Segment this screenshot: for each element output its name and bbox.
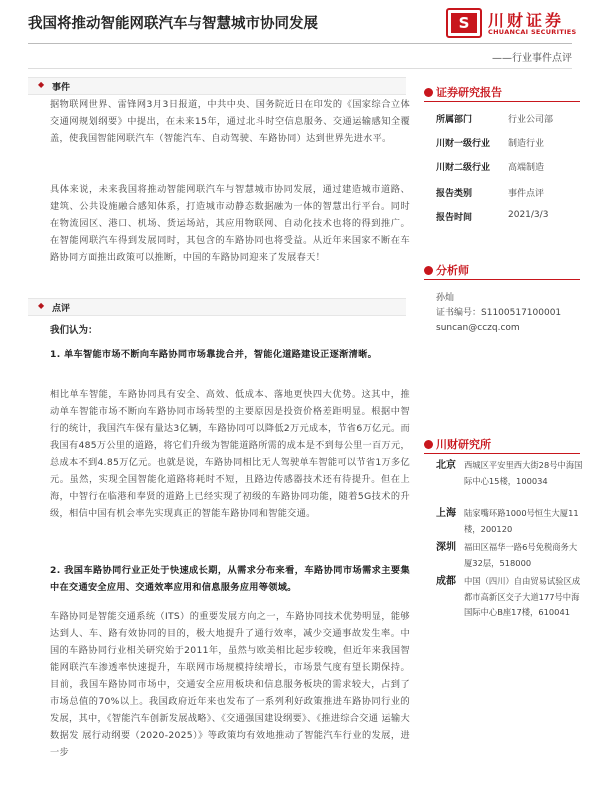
office-address: 中国（四川）自由贸易试验区成都市高新区交子大道177号中海国际中心B座17楼，610041 [464,576,581,617]
header-divider [28,43,572,44]
svg-text:S: S [458,14,470,32]
info-key: 报告时间 [436,213,473,223]
comment-paragraph-2: 车路协同是智能交通系统（ITS）的重要发展方向之一，车路协同技术优势明显，能够达到人、车、路有效协同的目的，极大地提升了通行效率，减少交通事故发生率。中国的车路协同行业相关研究始于2011年，虽然与欧美相比起步较晚，但近年来我国智能网联汽车渗透率快速提升，车联网市场规模持续增长，市场景气度有望长期保持。目前，我国车路协同市场中，交通安全应用板块和信息服务板块的需求较大，占到了市场总值的70%以上。我国政府近年来也发布了一系列利好政策推进车路协同行业的发展，其中，《智能汽车创新发展战略》、《交通强国建设纲要》、《推进综合交通 运输大数据发 展行动纲要（2020-2025）》等政策均有效地推动了智能汽车行业的发展，进一步 [50,611,410,758]
diamond-icon: ◆ [38,80,45,89]
logo-name-en: CHUANCAI SECURITIES [488,28,577,36]
office-city: 深圳 [436,542,456,553]
comment-heading-1: 1. 单车智能市场不断向车路协同市场靠拢合并，智能化道路建设正逐渐清晰。 [50,349,378,360]
section-header-comment: ◆ 点评 [28,298,406,316]
analyst-cert: 证书编号：S1100517100001 [436,308,562,318]
comment-lead: 我们认为： [50,325,98,336]
diamond-icon: ◆ [38,301,45,310]
sidebar-divider [424,279,580,280]
bullet-icon [424,88,433,97]
bullet-icon [424,266,433,275]
office-city: 成都 [436,576,456,587]
sidebar-report-heading: 证券研究报告 [424,84,502,100]
office-address: 西城区平安里西大街28号中海国际中心15楼，100034 [464,460,583,486]
info-key: 报告类别 [436,189,473,199]
info-key: 所属部门 [436,115,473,125]
report-subtitle: ——行业事件点评 [492,53,572,64]
info-key: 川财二级行业 [436,163,491,173]
info-key: 川财一级行业 [436,139,491,149]
info-value: 制造行业 [508,139,545,149]
sidebar-institute-heading: 川财研究所 [424,436,491,452]
sidebar-divider [424,453,580,454]
comment-paragraph-1: 相比单车智能，车路协同具有安全、高效、低成本、落地更快四大优势。这其中，推动单车智能市场不断向车路协同市场转型的主要原因是投资价格差距明显。根据中智行的统计，我国汽车保有量达3亿辆，车路协同可以降低2万元成本，节省6万亿元。而我国有485万公里的道路，将它们升级为智能道路所需的成本是不到每公里一百万元，总成本不到4.85万亿元。也就是说，车路协同相比无人驾驶单车智能可以节省1万多亿元。虽然，实现全国智能化道路将耗时不短，且路边传感器技术还有待提升。但在上海，中智行在临港和奉贤的道路上已经实现了初级的车路协同功能，随着5G技术的升级，相信中国有机会率先实现真正的智能车路协同和智能交通。 [50,389,410,519]
office-address: 福田区福华一路6号免税商务大厦32层，518000 [464,542,578,568]
info-value: 高端制造 [508,163,545,173]
analyst-name: 孙灿 [436,293,455,303]
info-value: 行业公司部 [508,115,554,125]
sidebar-divider [424,101,580,102]
office-city: 上海 [436,508,456,519]
event-paragraph-2: 具体来说，未来我国将推动智能网联汽车与智慧城市协同发展，通过建造城市道路、建筑、公共设施融合感知体系，打造城市动静态数据融为一体的智慧出行平台。同时在物流园区、港口、机场、货运场站，其应用物联网、自动化技术也将的得到推广。在智能网联汽车得到发展同时，其包含的车路协同也将受益。从近年来国家不断在车路协同方面推出政策可以推断，中国的车路协同迎来了发展春天！ [50,184,410,263]
office-city: 北京 [436,460,456,471]
logo-icon [446,8,482,38]
logo-name-cn: 川财证券 [488,11,565,30]
comment-heading-2: 2. 我国车路协同行业正处于快速成长期，从需求分布来看，车路协同市场需求主要集中在交通安全应用、交通效率应用和信息服务应用等领域。 [50,565,410,593]
report-title: 我国将推动智能网联汽车与智慧城市协同发展 [28,16,318,32]
event-paragraph-1: 据物联网世界、雷锋网3月3日报道，中共中央、国务院近日在印发的《国家综合立体交通网规划纲要》中提出，在未来15年，通过北斗时空信息服务、交通运输感知全覆盖，使我国智能网联汽车（智能汽车、自动驾驶、车路协同）达到世界先进水平。 [50,99,410,144]
sidebar-analyst-heading: 分析师 [424,262,469,278]
subtitle-divider [28,68,572,69]
info-value: 2021/3/3 [508,210,549,220]
bullet-icon [424,440,433,449]
office-address: 陆家嘴环路1000号恒生大厦11楼，200120 [464,508,579,534]
analyst-email[interactable]: suncan@cczq.com [436,323,520,333]
info-value: 事件点评 [508,189,545,199]
section-header-event: ◆ 事件 [28,77,406,95]
